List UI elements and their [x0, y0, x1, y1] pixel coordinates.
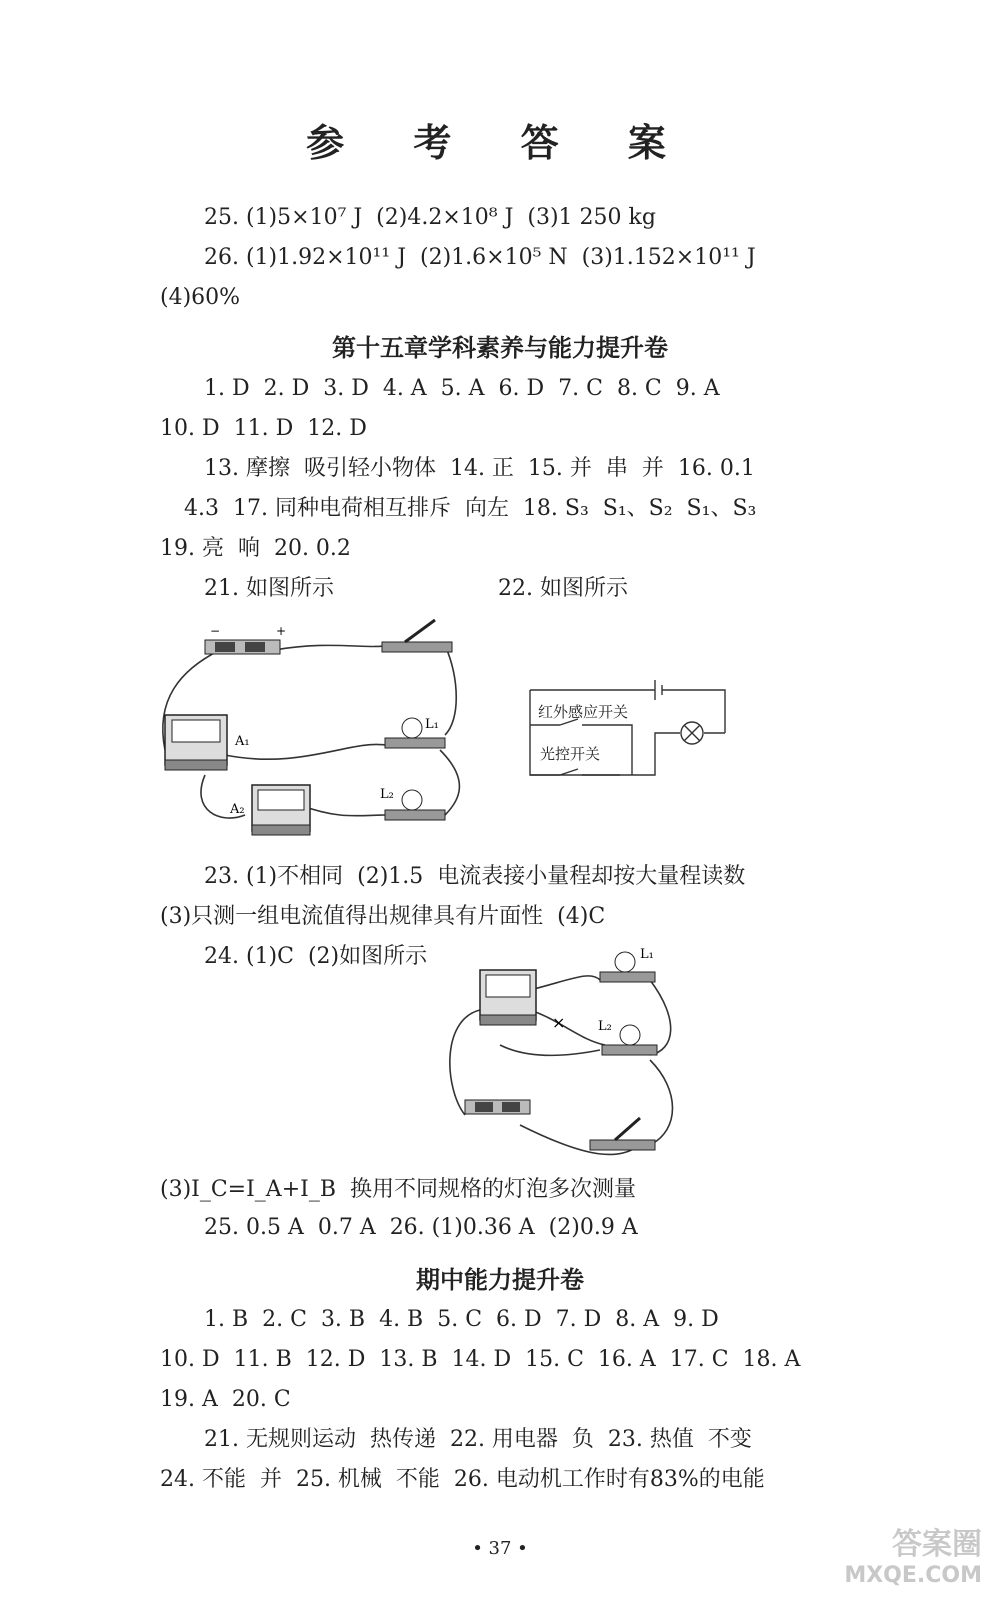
label-l2: L₂: [598, 1019, 612, 1034]
wire: [450, 1010, 480, 1115]
label-ir-switch: 红外感应开关: [538, 703, 629, 721]
answer-line: 21. 无规则运动 热传递 22. 用电器 负 23. 热值 不变: [204, 1427, 752, 1452]
answer-line: 10. D 11. B 12. D 13. B 14. D 15. C 16. A 17. C 18. A: [160, 1347, 801, 1372]
label-a2: A₂: [230, 802, 245, 817]
circuit-figure-24: [440, 940, 680, 1165]
circuit-figure-21: [150, 610, 470, 840]
wire: [530, 1010, 605, 1045]
label-l2: L₂: [380, 787, 394, 802]
answer-line: (4)60%: [160, 285, 241, 310]
bulb-l2-icon: [385, 790, 445, 820]
answer-line: 26. (1)1.92×10¹¹ J (2)1.6×10⁵ N (3)1.152×10¹¹ J: [204, 245, 756, 270]
watermark: [844, 1519, 982, 1588]
answer-line: 24. 不能 并 25. 机械 不能 26. 电动机工作时有83%的电能: [160, 1467, 765, 1492]
answer-line: 25. (1)5×10⁷ J (2)4.2×10⁸ J (3)1 250 kg: [204, 205, 656, 230]
wire: [275, 645, 390, 650]
wire: [445, 645, 456, 735]
answer-line: 24. (1)C (2)如图所示: [204, 944, 428, 969]
wire: [300, 805, 385, 816]
svg-text:−: −: [210, 624, 221, 638]
svg-text:+: +: [276, 624, 287, 638]
answer-line: 23. (1)不相同 (2)1.5 电流表接小量程却按大量程读数: [204, 864, 746, 889]
answer-line: 19. 亮 响 20. 0.2: [160, 536, 351, 561]
label-l1: L₁: [425, 717, 439, 732]
page-title: 参 考 答 案: [306, 121, 694, 165]
watermark-bottom: MXQE.COM: [844, 1563, 982, 1588]
answer-line: (3)只测一组电流值得出规律具有片面性 (4)C: [160, 904, 606, 929]
ammeter-a1-icon: [165, 715, 227, 770]
label-light-switch: 光控开关: [540, 745, 601, 763]
answer-line: 22. 如图所示: [498, 576, 628, 601]
wire: [530, 976, 600, 990]
cross-mark-icon: ×: [552, 1013, 566, 1032]
battery-icon: [205, 640, 280, 654]
answer-line: 10. D 11. D 12. D: [160, 416, 367, 441]
wire: [650, 980, 671, 1055]
answer-line: 1. B 2. C 3. B 4. B 5. C 6. D 7. D 8. A 9. D: [204, 1307, 719, 1332]
answer-line: 25. 0.5 A 0.7 A 26. (1)0.36 A (2)0.9 A: [204, 1215, 638, 1240]
ammeter-icon: [480, 970, 536, 1025]
switch-icon: [382, 620, 452, 652]
watermark-top: 答案圈: [892, 1527, 982, 1562]
answer-line: 13. 摩擦 吸引轻小物体 14. 正 15. 并 串 并 16. 0.1: [204, 456, 755, 481]
answer-line: 4.3 17. 同种电荷相互排斥 向左 18. S₃ S₁、S₂ S₁、S₃: [184, 496, 757, 521]
section-heading: 第十五章学科素养与能力提升卷: [332, 334, 668, 362]
answer-line: (3)I_C=I_A+I_B 换用不同规格的灯泡多次测量: [160, 1177, 636, 1202]
label-a1: A₁: [235, 734, 250, 749]
section-heading: 期中能力提升卷: [416, 1266, 584, 1294]
wire: [650, 1060, 673, 1145]
switch-icon: [590, 1118, 655, 1150]
label-l1: L₁: [640, 947, 654, 962]
wire: [440, 750, 459, 815]
answer-line: 21. 如图所示: [204, 576, 334, 601]
circuit-figure-22: [520, 675, 740, 790]
ammeter-a2-icon: [252, 785, 310, 835]
page-number: • 37 •: [472, 1538, 528, 1559]
battery-icon: [465, 1100, 530, 1114]
answer-line: 1. D 2. D 3. D 4. A 5. A 6. D 7. C 8. C 9. A: [204, 376, 720, 401]
answer-line: 19. A 20. C: [160, 1387, 291, 1412]
wire: [500, 1045, 600, 1055]
